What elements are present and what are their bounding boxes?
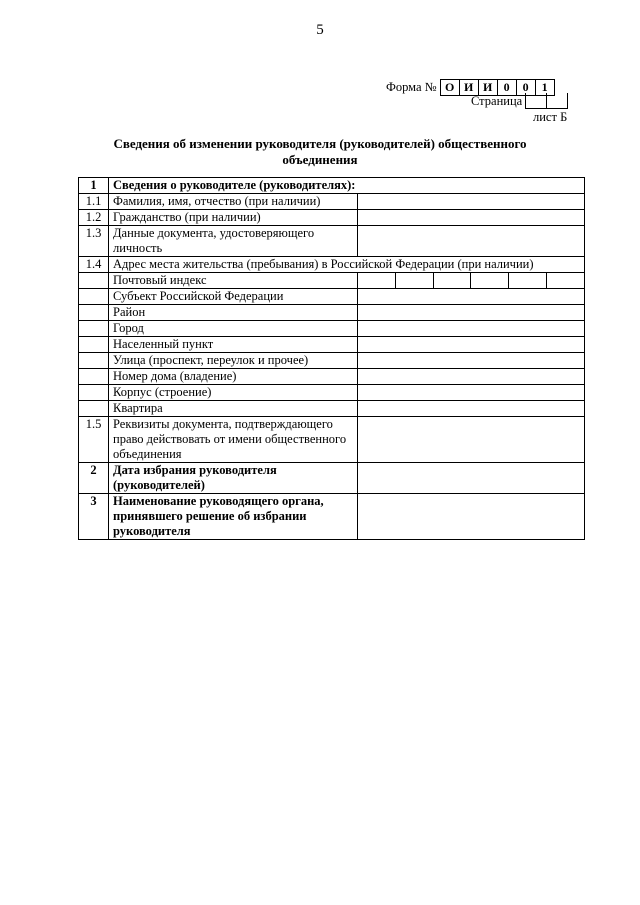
postal-code-input[interactable]	[358, 273, 585, 289]
value-field[interactable]	[358, 289, 585, 305]
page-number-cell[interactable]	[546, 93, 567, 108]
table-row	[79, 401, 585, 417]
form-code-cell: 0	[516, 80, 535, 95]
row-number	[79, 401, 109, 417]
row-number: 2	[79, 463, 109, 494]
postal-code-cell[interactable]	[358, 273, 395, 288]
value-field[interactable]	[358, 337, 585, 353]
page-number: 5	[316, 22, 324, 38]
form-label: Форма №	[386, 80, 437, 94]
value-field[interactable]	[358, 494, 585, 540]
row-label: Адрес места жительства (пребывания) в Российской Федерации (при наличии)	[109, 257, 585, 273]
row-number: 1.1	[79, 194, 109, 210]
table-row	[79, 257, 585, 273]
row-label: Район	[109, 305, 358, 321]
row-label: Данные документа, удостоверяющего личность	[109, 226, 358, 257]
table-row	[79, 337, 585, 353]
row-label: Гражданство (при наличии)	[109, 210, 358, 226]
postal-code-cell[interactable]	[470, 273, 508, 288]
row-label: Почтовый индекс	[109, 273, 358, 289]
table-row	[79, 305, 585, 321]
postal-code-cell[interactable]	[508, 273, 546, 288]
table-row	[79, 463, 585, 494]
row-label: Корпус (строение)	[109, 385, 358, 401]
value-field[interactable]	[358, 210, 585, 226]
row-label: Наименование руководящего органа, принявшего решение об избрании руководителя	[109, 494, 358, 540]
form-code-cell: И	[478, 80, 497, 95]
row-number	[79, 321, 109, 337]
table-row	[79, 494, 585, 540]
table-row	[79, 353, 585, 369]
page-field	[471, 93, 568, 109]
sheet-label: лист Б	[533, 110, 568, 124]
row-label: Сведения о руководителе (руководителях):	[109, 178, 585, 194]
row-label: Реквизиты документа, подтверждающего право действовать от имени общественного объединения	[109, 417, 358, 463]
value-field[interactable]	[358, 369, 585, 385]
row-number: 1.5	[79, 417, 109, 463]
document-title: Сведения об изменении руководителя (руководителей) общественного объединения	[113, 136, 527, 167]
row-number: 1	[79, 178, 109, 194]
table-row	[79, 369, 585, 385]
value-field[interactable]	[358, 463, 585, 494]
row-label: Улица (проспект, переулок и прочее)	[109, 353, 358, 369]
value-field[interactable]	[358, 417, 585, 463]
form-code-cell: 0	[497, 80, 516, 95]
row-number	[79, 353, 109, 369]
table-row	[79, 289, 585, 305]
value-field[interactable]	[358, 401, 585, 417]
row-number	[79, 273, 109, 289]
table-row	[79, 385, 585, 401]
row-label: Город	[109, 321, 358, 337]
table-row	[79, 226, 585, 257]
postal-code-cell[interactable]	[395, 273, 433, 288]
postal-code-cell[interactable]	[433, 273, 471, 288]
table-row	[79, 321, 585, 337]
row-label: Фамилия, имя, отчество (при наличии)	[109, 194, 358, 210]
row-number: 1.3	[79, 226, 109, 257]
row-number	[79, 289, 109, 305]
postal-code-cell[interactable]	[546, 273, 584, 288]
row-label: Субъект Российской Федерации	[109, 289, 358, 305]
value-field[interactable]	[358, 226, 585, 257]
form-code-cell: О	[444, 80, 455, 94]
row-number: 1.4	[79, 257, 109, 273]
table-row	[79, 273, 585, 289]
row-number	[79, 369, 109, 385]
value-field[interactable]	[358, 305, 585, 321]
form-code-cell: И	[459, 80, 478, 95]
table-row	[79, 178, 585, 194]
value-field[interactable]	[358, 385, 585, 401]
row-number	[79, 385, 109, 401]
table-row	[79, 194, 585, 210]
page-number-cell[interactable]	[526, 93, 546, 108]
value-field[interactable]	[358, 194, 585, 210]
row-label: Населенный пункт	[109, 337, 358, 353]
value-field[interactable]	[358, 353, 585, 369]
page-number-boxes[interactable]	[525, 93, 568, 109]
row-number	[79, 337, 109, 353]
row-label: Номер дома (владение)	[109, 369, 358, 385]
table-row	[79, 210, 585, 226]
page-label: Страница	[471, 93, 523, 108]
value-field[interactable]	[358, 321, 585, 337]
row-label: Дата избрания руководителя (руководителей)	[109, 463, 358, 494]
table-row	[79, 417, 585, 463]
row-number	[79, 305, 109, 321]
row-label: Квартира	[109, 401, 358, 417]
form-code-cell: 1	[535, 80, 554, 95]
row-number: 3	[79, 494, 109, 540]
row-number: 1.2	[79, 210, 109, 226]
postal-code-boxes[interactable]	[358, 273, 584, 288]
leader-info-table	[78, 177, 585, 540]
